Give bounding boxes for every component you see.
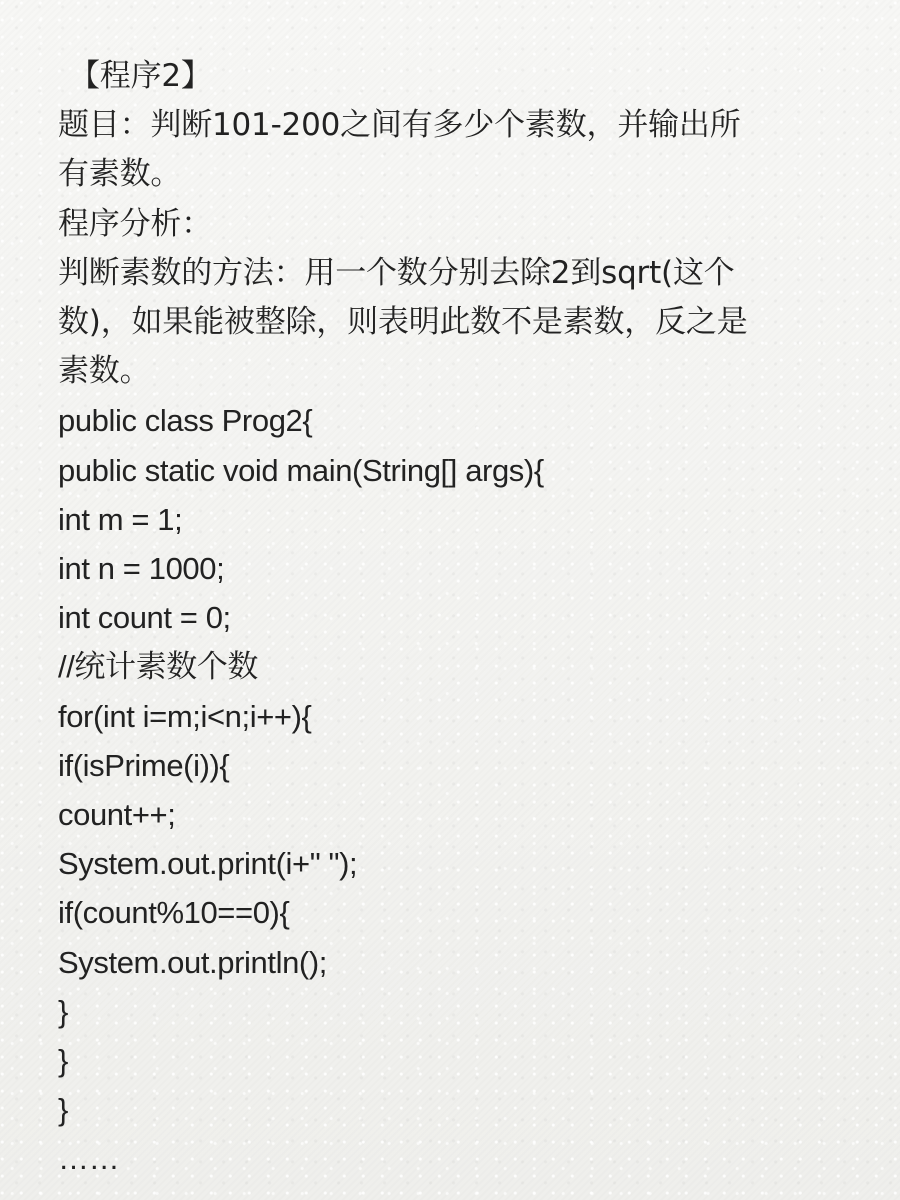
code-line: int m = 1; bbox=[58, 501, 183, 537]
analysis-line-3: 素数。 bbox=[58, 353, 151, 390]
analysis-heading: 程序分析： bbox=[58, 205, 212, 242]
closing-brace: } bbox=[58, 1043, 68, 1079]
code-line: public class Prog2{ bbox=[58, 403, 313, 439]
code-line: if(isPrime(i)){ bbox=[58, 747, 230, 783]
code-line: int count = 0; bbox=[58, 600, 231, 636]
problem-line-2: 有素数。 bbox=[58, 156, 182, 193]
code-line: public static void main(String[] args){ bbox=[58, 452, 544, 488]
code-line: int n = 1000; bbox=[58, 551, 225, 587]
code-line: if(count%10==0){ bbox=[58, 895, 290, 931]
ellipsis: …… bbox=[58, 1141, 120, 1177]
code-comment: //统计素数个数 bbox=[58, 649, 259, 685]
code-line: System.out.print(i+" "); bbox=[58, 846, 358, 882]
code-line: count++; bbox=[58, 797, 176, 833]
analysis-line-1: 判断素数的方法：用一个数分别去除2到sqrt(这个 bbox=[58, 254, 735, 291]
closing-brace: } bbox=[58, 993, 68, 1029]
code-line: System.out.println(); bbox=[58, 944, 327, 980]
code-line: for(int i=m;i<n;i++){ bbox=[58, 698, 312, 734]
closing-brace: } bbox=[58, 1092, 68, 1128]
program-title: 【程序2】 bbox=[69, 58, 212, 94]
analysis-line-2: 数)，如果能被整除，则表明此数不是素数，反之是 bbox=[58, 304, 748, 341]
problem-line-1: 题目：判断101-200之间有多少个素数，并输出所 bbox=[58, 107, 741, 144]
